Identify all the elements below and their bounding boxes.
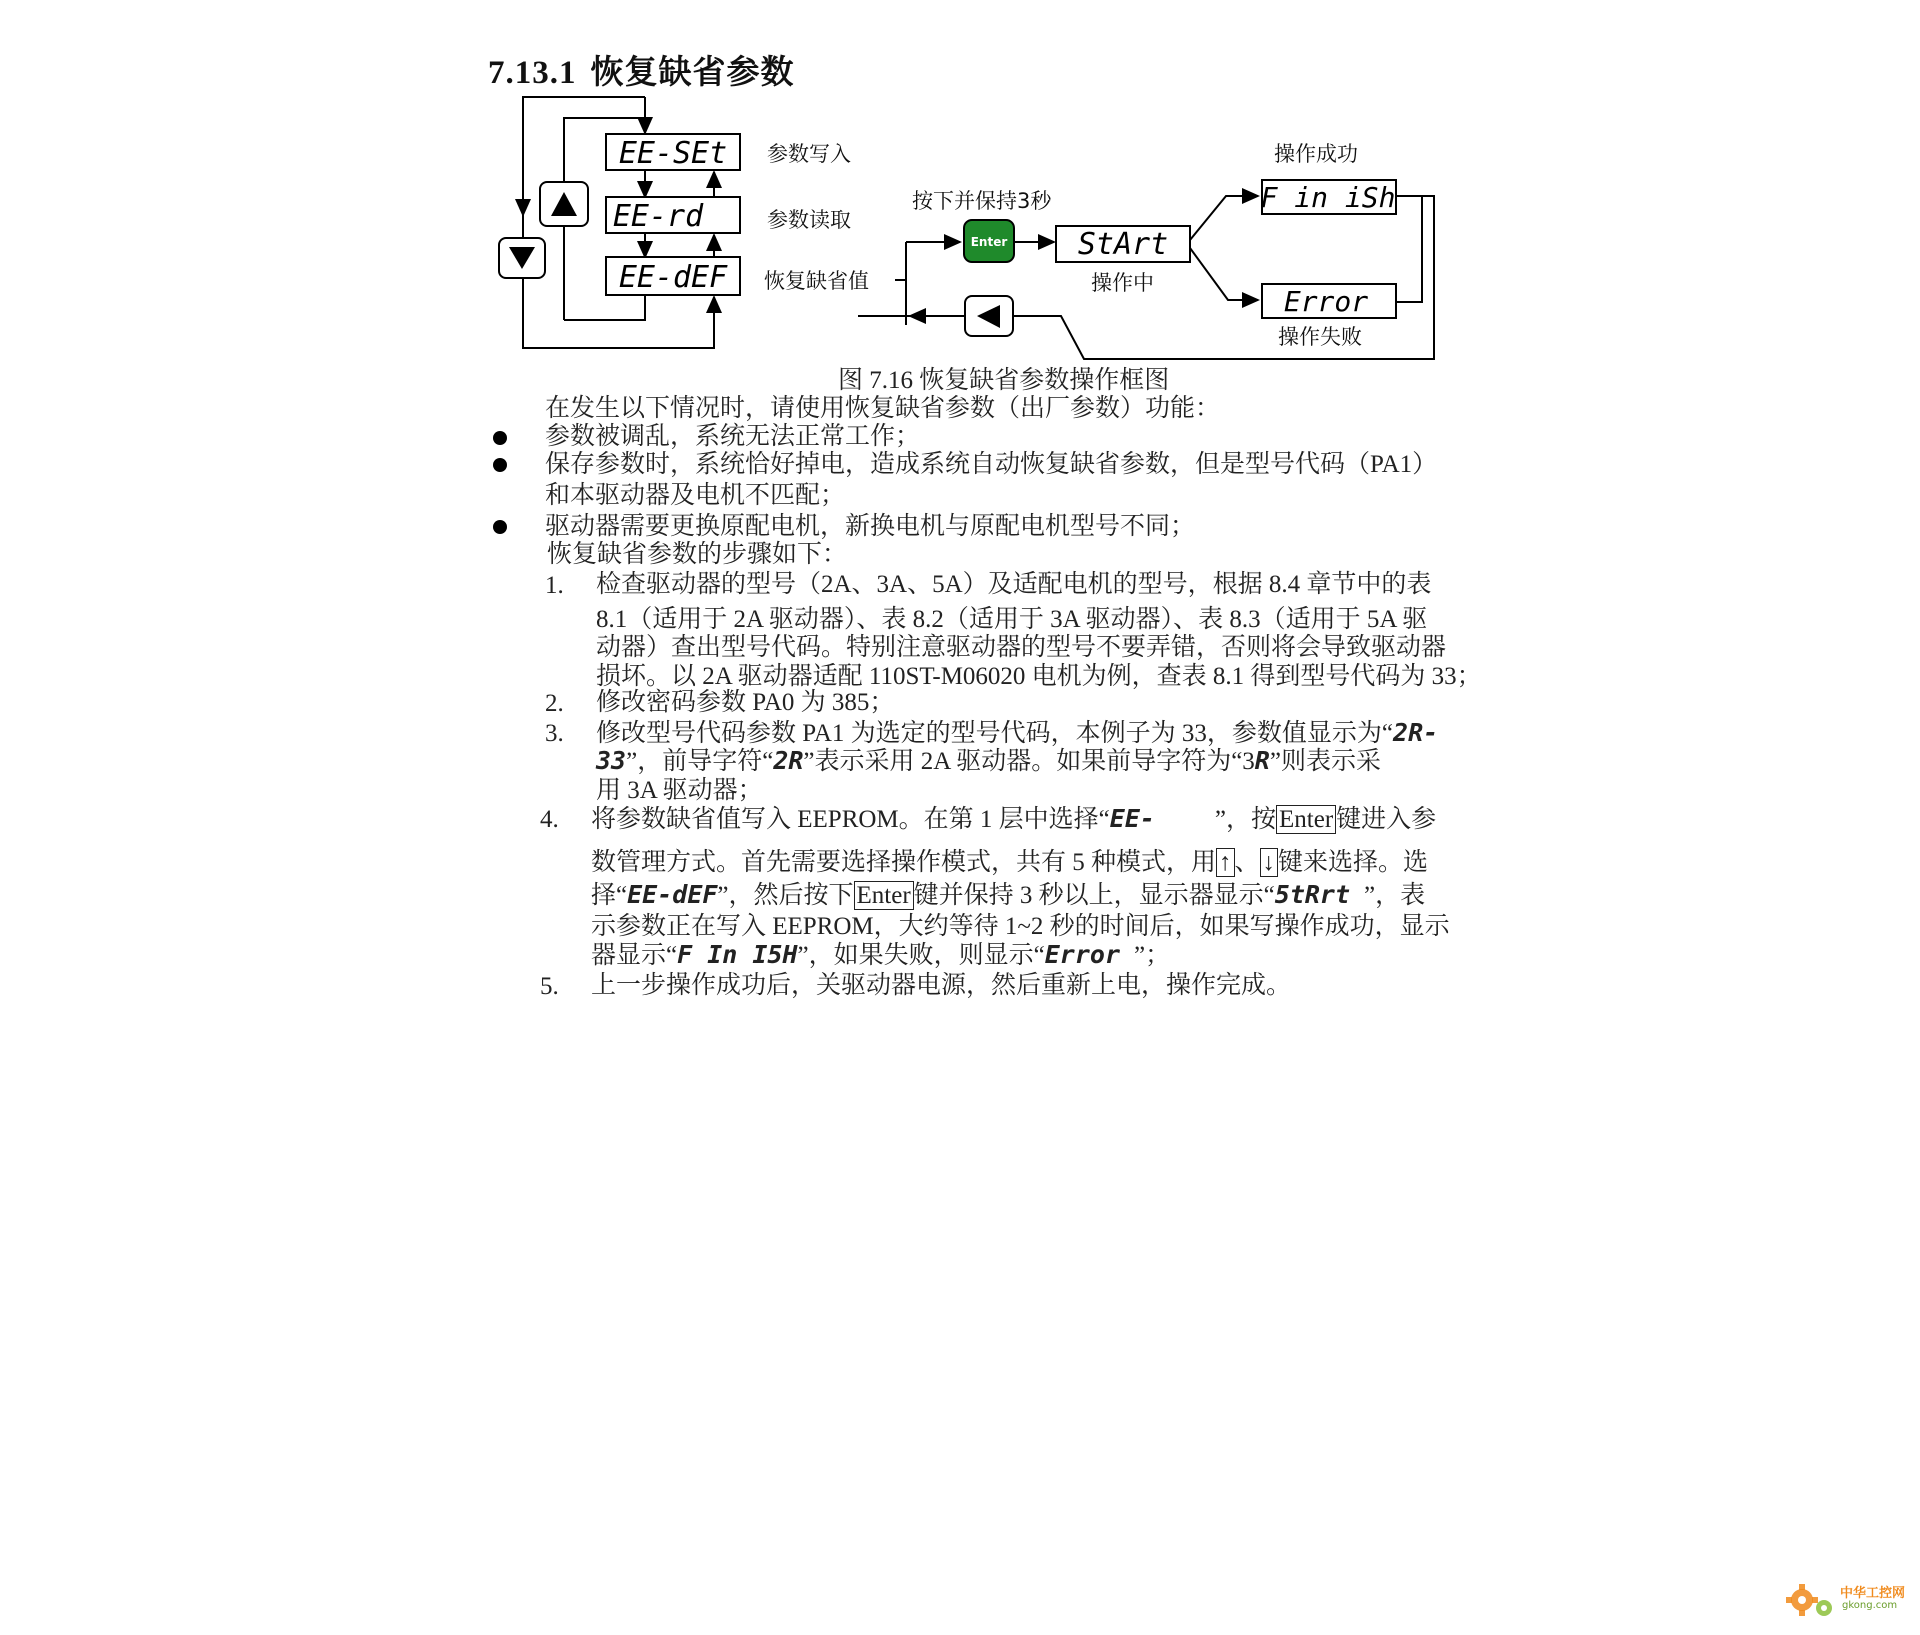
segment-text: EE-dEF	[627, 880, 718, 909]
watermark-logo	[1780, 1578, 1912, 1624]
segment-text: F In I5H	[677, 940, 798, 969]
bullet-marker	[493, 458, 507, 472]
step-4-line-2: 数管理方式。首先需要选择操作模式，共有 5 种模式，用 ↑ 、 ↓ 键来选择。选	[591, 849, 1429, 876]
step-1-line-4: 损坏。以 2A 驱动器适配 110ST-M06020 电机为例，查表 8.1 得到型号代码为 33；	[596, 663, 1482, 690]
enter-button[interactable]	[964, 220, 1014, 262]
gear-icon	[1780, 1578, 1840, 1624]
step-number: 3.	[545, 720, 564, 747]
section-title: 恢复缺省参数	[590, 52, 795, 91]
step-2-line-1: 修改密码参数 PA0 为 385；	[596, 689, 895, 716]
label-read: 参数读取	[767, 208, 851, 232]
segment-text: Error	[1044, 940, 1120, 969]
step-3-line-1: 修改型号代码参数 PA1 为选定的型号代码，本例子为 33，参数值显示为“2R-	[596, 718, 1439, 747]
section-number: 7.13.1	[488, 55, 577, 91]
bullet-marker	[493, 520, 507, 534]
enter-key-ref: Enter	[854, 881, 914, 910]
display-ee-def: EE-dEF	[618, 260, 728, 295]
step-number: 2.	[545, 690, 564, 717]
label-restore: 恢复缺省值	[764, 269, 869, 293]
step-number: 5.	[540, 973, 559, 1000]
display-finish: F in iSh	[1260, 181, 1396, 214]
display-ee-set: EE-SEt	[618, 136, 728, 171]
step-1-line-2: 8.1（适用于 2A 驱动器）、表 8.2（适用于 3A 驱动器）、表 8.3（适用于 5A 驱	[596, 606, 1428, 633]
step-5-line-1: 上一步操作成功后，关驱动器电源，然后重新上电，操作完成。	[591, 972, 1292, 999]
label-in-progress: 操作中	[1091, 271, 1154, 295]
segment-text: 33	[596, 746, 627, 775]
display-error: Error	[1283, 285, 1369, 318]
step-3-line-2: 33”，前导字符“2R”表示采用 2A 驱动器。如果前导字符为“3R”则表示采	[596, 746, 1381, 775]
display-start: StArt	[1077, 227, 1169, 262]
up-key[interactable]	[540, 182, 588, 226]
down-key[interactable]	[499, 238, 545, 278]
enter-key-ref: Enter	[1276, 805, 1336, 834]
label-write: 参数写入	[767, 142, 851, 166]
step-4-line-4: 示参数正在写入 EEPROM，大约等待 1~2 秒的时间后，如果写操作成功，显示	[591, 913, 1450, 940]
up-arrow-key-ref: ↑	[1216, 848, 1235, 877]
bullet-marker	[493, 431, 507, 445]
down-arrow-key-ref: ↓	[1260, 848, 1279, 877]
left-key[interactable]	[965, 296, 1013, 336]
segment-text: 5tRrt	[1274, 880, 1351, 909]
step-3-line-3: 用 3A 驱动器；	[596, 777, 763, 804]
intro-paragraph: 在发生以下情况时，请使用恢复缺省参数（出厂参数）功能：	[545, 395, 1221, 422]
bullet-item-2-line-1: 保存参数时，系统恰好掉电，造成系统自动恢复缺省参数，但是型号代码（PA1）	[545, 451, 1438, 478]
label-success: 操作成功	[1274, 142, 1358, 166]
step-4-line-1: 将参数缺省值写入 EEPROM。在第 1 层中选择“EE- ”，按 Enter 键进入参	[591, 804, 1437, 833]
bullet-item-3: 驱动器需要更换原配电机，新换电机与原配电机型号不同；	[545, 513, 1196, 540]
segment-text: R	[1254, 746, 1270, 775]
bullet-item-2-line-2: 和本驱动器及电机不匹配；	[545, 482, 846, 509]
step-4-line-3: 择“EE-dEF”，然后按下 Enter 键并保持 3 秒以上，显示器显示“5tRrt ”，表	[591, 880, 1426, 909]
segment-text: 2R-	[1393, 718, 1439, 747]
figure-caption: 图 7.16 恢复缺省参数操作框图	[838, 367, 1170, 394]
display-ee-rd: EE-rd	[612, 199, 704, 234]
section-heading	[488, 46, 795, 93]
step-4-line-5: 器显示“F In I5H”，如果失败，则显示“Error ”；	[591, 940, 1171, 969]
restore-defaults-diagram	[488, 90, 1448, 360]
segment-text: EE-	[1109, 804, 1155, 833]
watermark-url: gkong.com	[1842, 1600, 1898, 1611]
step-number: 4.	[540, 806, 559, 833]
step-1-line-1: 检查驱动器的型号（2A、3A、5A）及适配电机的型号，根据 8.4 章节中的表	[596, 571, 1432, 598]
step-1-line-3: 动器）查出型号代码。特别注意驱动器的型号不要弄错，否则将会导致驱动器	[596, 634, 1447, 661]
segment-text: 2R	[773, 746, 804, 775]
watermark-text: 中华工控网	[1840, 1586, 1906, 1601]
step-number: 1.	[545, 572, 564, 599]
enter-key-label: Enter	[970, 235, 1008, 249]
hold-instruction: 按下并保持3秒	[912, 189, 1052, 213]
steps-intro: 恢复缺省参数的步骤如下：	[547, 541, 848, 568]
bullet-item-1: 参数被调乱，系统无法正常工作；	[545, 423, 921, 450]
label-fail: 操作失败	[1278, 325, 1362, 349]
